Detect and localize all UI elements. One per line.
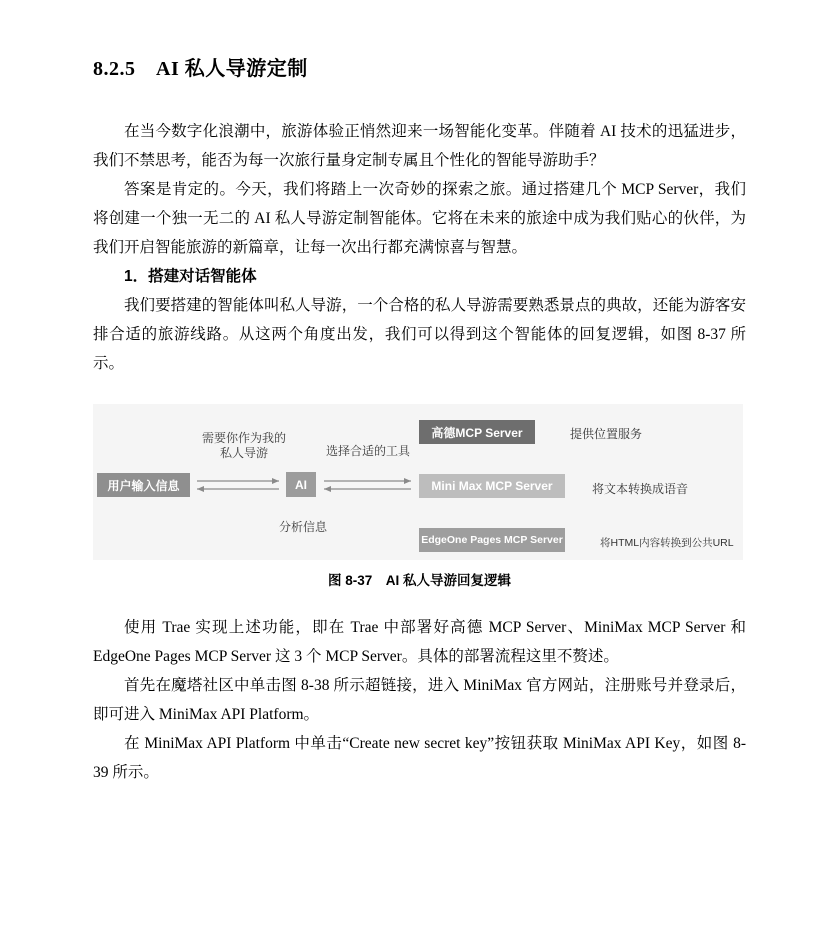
paragraph-trae-deploy: 使用 Trae 实现上述功能，即在 Trae 中部署好高德 MCP Server、MiniMax MCP Server 和 EdgeOne Pages MCP Server 这 3 个 MCP Server。具体的部署流程这里不赘述。 (93, 619, 746, 665)
node-user-input: 用户输入信息 (97, 473, 190, 497)
figure-caption: 图 8-37 AI 私人导游回复逻辑 (327, 573, 512, 588)
node-gaode-mcp-server: 高德MCP Server (419, 420, 535, 444)
node-ai: AI (286, 472, 316, 497)
section-heading: 8.2.5 AI 私人导游定制 (93, 58, 308, 80)
paragraph-intro-2: 答案是肯定的。今天，我们将踏上一次奇妙的探索之旅。通过搭建几个 MCP Server，我们将创建一个独一无二的 AI 私人导游定制智能体。它将在未来的旅途中成为我们贴心的伙伴，为我们开启智能旅游的新篇章，让每一次出行都充满惊喜与智慧。 (93, 181, 746, 256)
annotation-text-to-speech: 将文本转换成语音 (592, 482, 689, 496)
annotation-html-to-url: 将HTML内容转换到公共URL (600, 537, 734, 549)
subsection-heading: 1．搭建对话智能体 (124, 268, 257, 285)
paragraph-api-key: 在 MiniMax API Platform 中单击“Create new secret key”按钮获取 MiniMax API Key，如图 8-39 所示。 (93, 735, 746, 781)
figure-8-37-diagram (93, 404, 743, 560)
paragraph-intro-1: 在当今数字化浪潮中，旅游体验正悄然迎来一场智能化变革。伴随着 AI 技术的迅猛进步，我们不禁思考，能否为每一次旅行量身定制专属且个性化的智能导游助手？ (93, 123, 746, 169)
label-request-line1: 需要你作为我的 (201, 431, 286, 445)
paragraph-agent-logic: 我们要搭建的智能体叫私人导游，一个合格的私人导游需要熟悉景点的典故，还能为游客安排合适的旅游线路。从这两个角度出发，我们可以得到这个智能体的回复逻辑，如图 8-37 所示。 (93, 297, 746, 372)
label-request-guide (188, 431, 300, 461)
label-select-tool: 选择合适的工具 (326, 444, 411, 458)
paragraph-modelscope-link: 首先在魔塔社区中单击图 8-38 所示超链接，进入 MiniMax 官方网站，注册账号并登录后，即可进入 MiniMax API Platform。 (93, 677, 746, 723)
label-request-line2: 私人导游 (219, 446, 268, 460)
label-analyze-info: 分析信息 (279, 520, 328, 534)
node-edgeone-pages-mcp-server: EdgeOne Pages MCP Server (419, 528, 565, 552)
annotation-location-service: 提供位置服务 (570, 427, 643, 441)
page-content (93, 0, 746, 787)
node-minimax-mcp-server: Mini Max MCP Server (419, 474, 565, 498)
